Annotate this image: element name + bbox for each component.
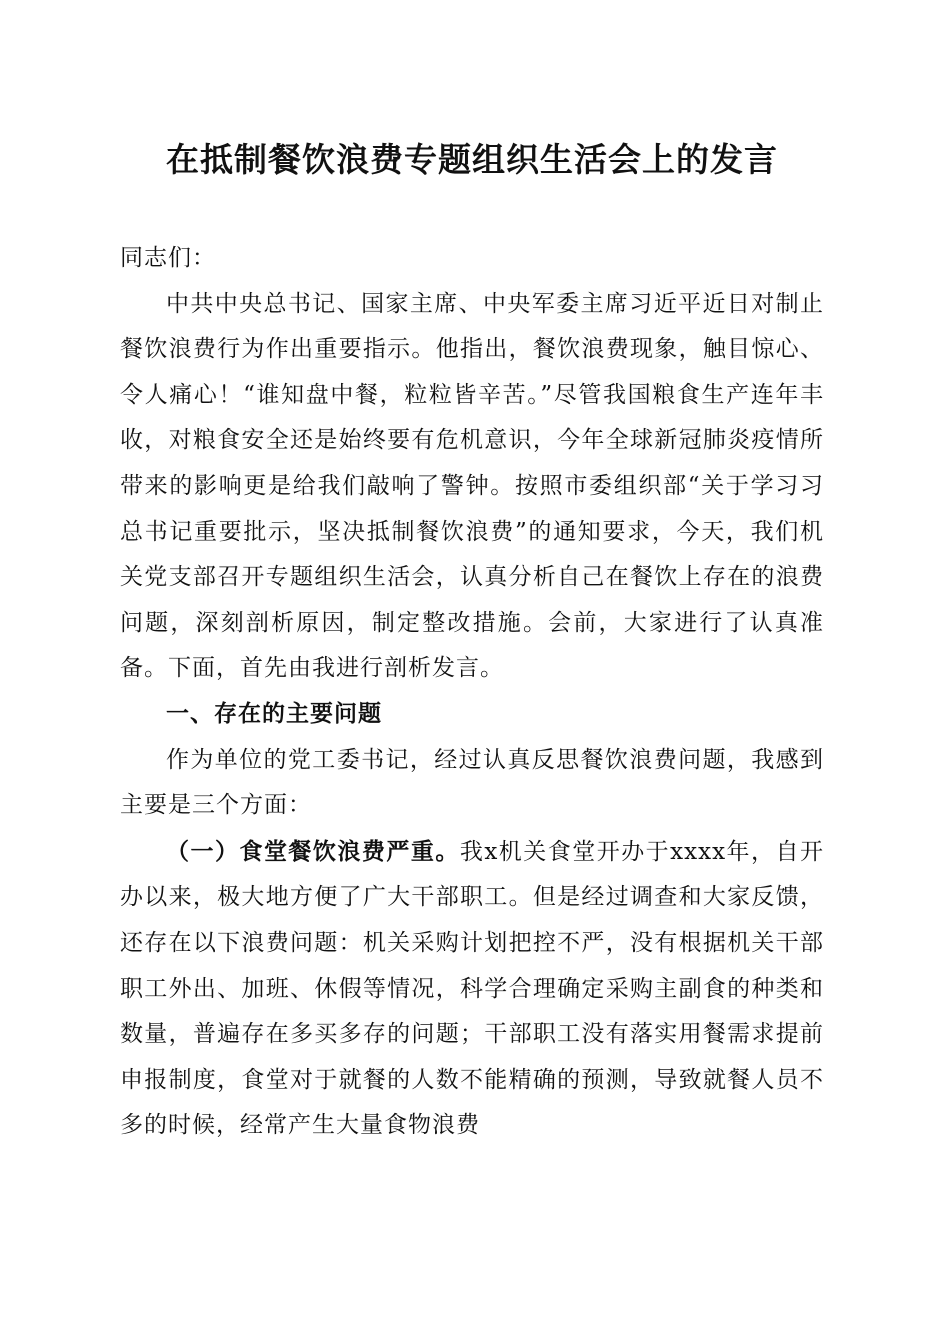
document-page <box>120 130 824 1149</box>
salutation: 同志们： <box>120 245 216 271</box>
section-1-intro-paragraph: 作为单位的党工委书记，经过认真反思餐饮浪费问题，我感到主要是三个方面： <box>120 746 824 819</box>
document-body <box>120 236 824 1149</box>
section-heading-1: 一、存在的主要问题 <box>166 700 382 727</box>
subsection-heading-1: （一）食堂餐饮浪费严重。 <box>166 837 460 865</box>
intro-paragraph: 中共中央总书记、国家主席、中央军委主席习近平近日对制止餐饮浪费行为作出重要指示。他指出，餐饮浪费现象，触目惊心、令人痛心！“谁知盘中餐，粒粒皆辛苦。”尽管我国粮食生产连年丰收，对粮食安全还是始终要有危机意识，今年全球新冠肺炎疫情所带来的影响更是给我们敲响了警钟。按照市委组织部“关于学习习总书记重要批示，坚决抵制餐饮浪费”的通知要求，今天，我们机关党支部召开专题组织生活会，认真分析自己在餐饮上存在的浪费问题，深刻剖析原因，制定整改措施。会前，大家进行了认真准备。下面，首先由我进行剖析发言。 <box>120 290 824 682</box>
subsection-1-text: 我x机关食堂开办于xxxx年，自开办以来，极大地方便了广大干部职工。但是经过调查和大家反馈，还存在以下浪费问题：机关采购计划把控不严，没有根据机关干部职工外出、加班、休假等情况，科学合理确定采购主副食的种类和数量，普遍存在多买多存的问题；干部职工没有落实用餐需求提前申报制度，食堂对于就餐的人数不能精确的预测，导致就餐人员不多的时候，经常产生大量食物浪费 <box>120 838 824 1139</box>
subsection-1-paragraph <box>120 829 824 1149</box>
document-title: 在抵制餐饮浪费专题组织生活会上的发言 <box>166 140 778 179</box>
